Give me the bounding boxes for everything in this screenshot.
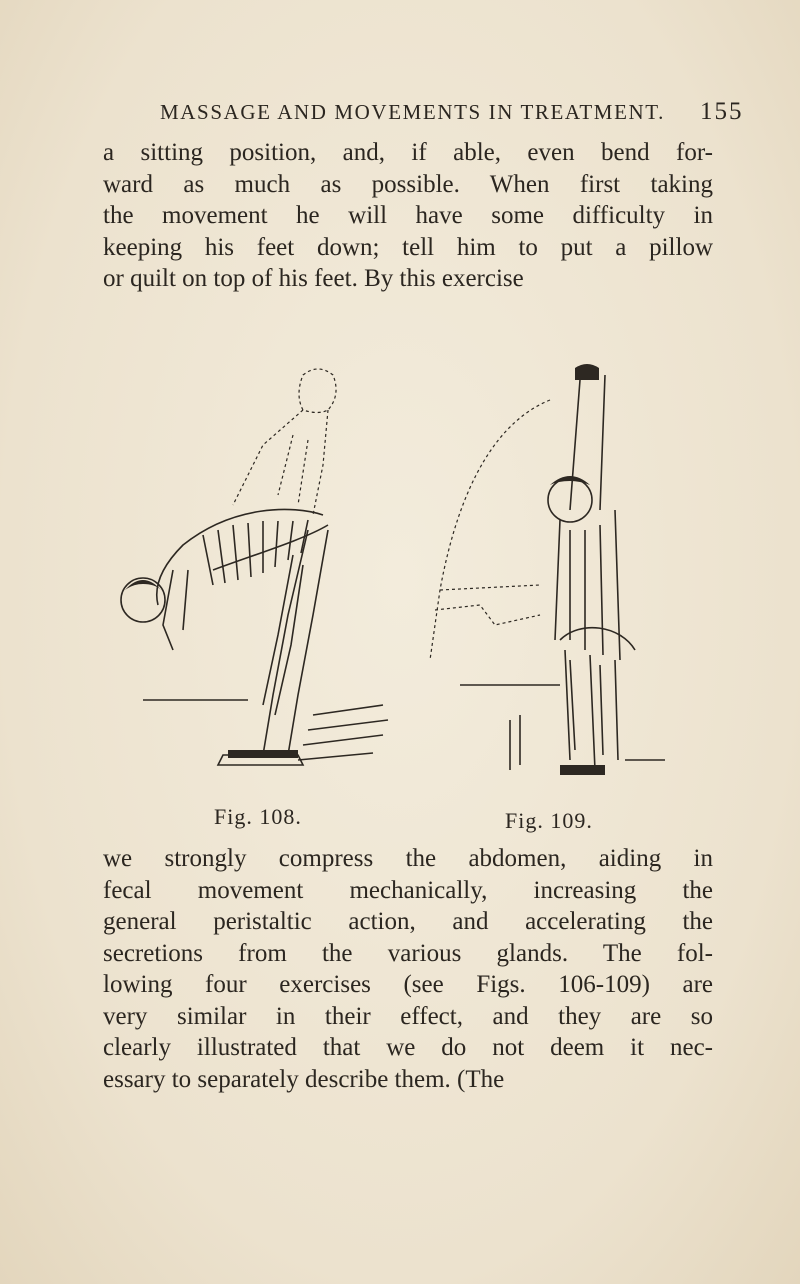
text-line: lowing four exercises (see Figs. 106-109) are <box>103 971 713 998</box>
paragraph-top <box>103 137 713 295</box>
paragraph-bottom <box>103 843 713 1095</box>
text-line: general peristaltic action, and accelerating the <box>103 908 713 935</box>
figure-109-caption: Fig. 109. <box>505 808 593 833</box>
text-line: very similar in their effect, and they are so <box>103 1002 713 1030</box>
text-line: fecal movement mechanically, increasing the <box>103 876 713 904</box>
figure-109-illustration <box>420 360 670 790</box>
text-line: essary to separately describe them. (The <box>103 1065 505 1093</box>
text-line: secretions from the various glands. The fol- <box>103 939 713 967</box>
page-number: 155 <box>700 98 744 125</box>
text-line: a sitting position, and, if able, even bend for- <box>103 139 713 166</box>
running-title: MASSAGE AND MOVEMENTS IN TREATMENT. <box>160 100 665 124</box>
text-line: the movement he will have some difficulty in <box>103 202 713 229</box>
figure-108-illustration <box>103 355 403 785</box>
figure-108-caption: Fig. 108. <box>214 804 302 829</box>
text-line: keeping his feet down; tell him to put a pillow <box>103 233 713 261</box>
text-line: ward as much as possible. When first taking <box>103 170 713 198</box>
running-header <box>160 98 744 125</box>
text-line: clearly illustrated that we do not deem it nec- <box>103 1034 713 1061</box>
text-line: we strongly compress the abdomen, aiding in <box>103 845 713 872</box>
text-line: or quilt on top of his feet. By this exercise <box>103 265 524 292</box>
